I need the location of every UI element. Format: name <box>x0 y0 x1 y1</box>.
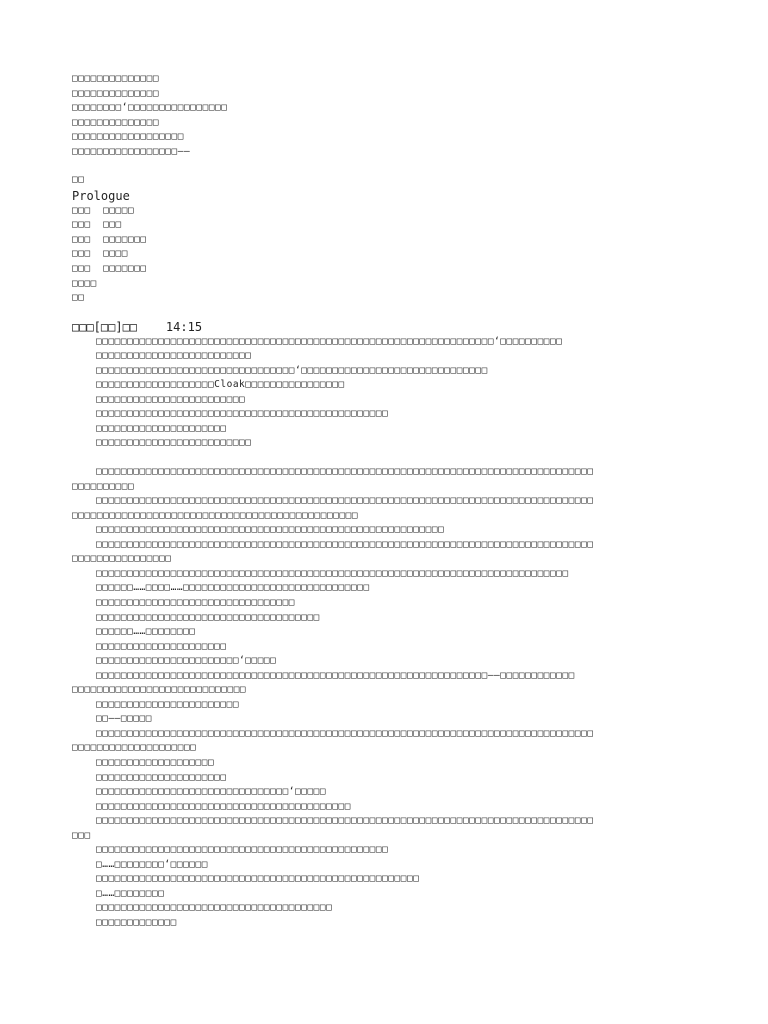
front-matter <box>72 72 696 159</box>
paragraph-line: □□□□□□□□□□□□□□□□□□□□□□□□□□□□□□□□□□□□□□□□□□□□□□□□□□□□□□□□□□□□□□□□□□□□□□□□□□□□□□□□ <box>96 495 594 507</box>
chapter-block <box>72 335 696 451</box>
text-line: □□□□□□……□□□□□□□□ <box>96 626 196 638</box>
text-line: □□□□□□□□□□□□□□□□□□□□□ <box>96 640 227 652</box>
chapter-block <box>72 523 696 538</box>
text-line: □□□□□□□□□□□□□□□□□□□□□ <box>96 771 227 783</box>
paragraph-line: □□□□□□□□□□ <box>72 480 135 492</box>
text-line: □□□□□□□□□□□□□□□□□□□□□□□□□ <box>96 350 252 362</box>
paragraph-line: □□□□□□□□□□□□□□□□□□□□□□□□□□□□□□□□□□□□□□□□□□□□□□□□□□□□□□□□□□□□□□□□□□□□□□□□□□□□□□□□ <box>96 727 594 739</box>
text-line: □□□□□□□□□□□□□□□□□□□□□□□□□□□□□□□□□□□□ <box>96 611 320 623</box>
text-line: □□□□□□□□□□□□□□□□□□□□□□□□□□□□□□□□□□□□□□□□□□□□□□□ <box>96 408 389 420</box>
text-line: □□□□□□□□□□□□□□□□□□□□□□□‘□□□□□ <box>96 655 277 667</box>
text-line: □□□□□□□□□□□□□□□□□□□Cloak□□□□□□□□□□□□□□□□ <box>96 379 345 391</box>
text-line: □□□□□□□□□□□□□ <box>96 916 177 928</box>
toc-entry: □□□ □□□□□□□ <box>72 233 147 245</box>
text-line: □……□□□□□□□□‘□□□□□□ <box>96 858 208 870</box>
paragraph <box>72 814 696 843</box>
text-line: □□□□□□□□□□□□□□□□□□□□□□□□□□□□□□□‘□□□□□ <box>96 786 327 798</box>
front-matter-line: □□□□□□□□□□□□□□ <box>72 116 160 128</box>
text-line: □……□□□□□□□□ <box>96 887 165 899</box>
text-line: □□□□□□□□□□□□□□□□□□□□□□□□□□□□□□□□□□□□□□□□□ <box>96 800 351 812</box>
paragraph-line: □□□□□□□□□□□□□□□□□□□□□□□□□□□□□□□□□□□□□□□□□□□□□□ <box>72 509 359 521</box>
paragraph-line: □□□□□□□□□□□□□□□□□□□□□□□□□□□□□□□□□□□□□□□□□□□□□□□□□□□□□□□□□□□□□□□□□□□□□□□□□□□□□□□□ <box>96 466 594 478</box>
toc-entry: □□□□ <box>72 277 97 289</box>
front-matter-line: □□□□□□□□□□□□□□□□□—— <box>72 145 191 157</box>
chapter-block <box>72 567 696 669</box>
text-line: □□□□□□□□□□□□□□□□□□□□□□□□□□□□□□□□□□□□□□□□□□□□□□□□□□□□□□□□ <box>96 524 445 536</box>
chapter-block <box>72 756 696 814</box>
text-line: □□□□□□□□□□□□□□□□□□□□□□□□□□□□□□□□□□□□□□□□□□□□□□□□□□□□□□□□□□□□□□□□□□□□□□□□□□□□ <box>96 567 569 579</box>
front-matter-line: □□□□□□□□□□□□□□□□□□ <box>72 131 184 143</box>
chapter-heading: □□□[□□]□□ 14:15 <box>72 319 203 334</box>
front-matter-line: □□□□□□□□□□□□□□ <box>72 87 160 99</box>
paragraph-line: □□□□□□□□□□□□□□□□□□□□ <box>72 742 197 754</box>
text-line: □□□□□□□□□□□□□□□□□□□□□□□□□□□□□□□□□□□□□□ <box>96 902 333 914</box>
text-line: □□□□□□□□□□□□□□□□□□□□□ <box>96 422 227 434</box>
document-page <box>72 72 696 931</box>
paragraph-line: □□□ <box>72 829 91 841</box>
text-line: □□□□□□□□□□□□□□□□□□□ <box>96 756 215 768</box>
text-line: □□□□□□□□□□□□□□□□□□□□□□□□□□□□□□□□□□□□□□□□□□□□□□□□□□□□ <box>96 873 420 885</box>
paragraph-line: □□□□□□□□□□□□□□□□ <box>72 553 172 565</box>
toc-entry: □□ <box>72 292 85 304</box>
text-line: □□□□□□□□□□□□□□□□□□□□□□□ <box>96 698 240 710</box>
toc-label: □□ <box>72 174 85 186</box>
paragraph <box>72 727 696 756</box>
text-line: □□□□□□□□□□□□□□□□□□□□□□□□□ <box>96 437 252 449</box>
text-line: □□□□□□□□□□□□□□□□□□□□□□□□□□□□□□□□‘□□□□□□□□□□□□□□□□□□□□□□□□□□□□□□ <box>96 364 488 376</box>
paragraph-line: □□□□□□□□□□□□□□□□□□□□□□□□□□□□□□□□□□□□□□□□□□□□□□□□□□□□□□□□□□□□□□□——□□□□□□□□□□□□ <box>96 669 575 681</box>
text-line: □□——□□□□□ <box>96 713 152 725</box>
toc-prologue: Prologue <box>72 188 130 203</box>
text-line: □□□□□□□□□□□□□□□□□□□□□□□□□□□□□□□□□□□□□□□□□□□□□□□ <box>96 844 389 856</box>
text-line: □□□□□□□□□□□□□□□□□□□□□□□□□□□□□□□□□□□□□□□□□□□□□□□□□□□□□□□□□□□□□□□□‘□□□□□□□□□□ <box>96 335 563 347</box>
paragraph <box>72 494 696 523</box>
text-line: □□□□□□□□□□□□□□□□□□□□□□□□ <box>96 393 246 405</box>
paragraph-line: □□□□□□□□□□□□□□□□□□□□□□□□□□□□□□□□□□□□□□□□□□□□□□□□□□□□□□□□□□□□□□□□□□□□□□□□□□□□□□□□ <box>96 538 594 550</box>
table-of-contents <box>72 173 696 305</box>
toc-entry: □□□ □□□□□□□ <box>72 263 147 275</box>
toc-entry: □□□ □□□ <box>72 219 122 231</box>
paragraph <box>72 669 696 698</box>
toc-entry: □□□ □□□□ <box>72 248 128 260</box>
chapter <box>72 320 696 931</box>
paragraph-line: □□□□□□□□□□□□□□□□□□□□□□□□□□□□ <box>72 684 247 696</box>
paragraph-line: □□□□□□□□□□□□□□□□□□□□□□□□□□□□□□□□□□□□□□□□□□□□□□□□□□□□□□□□□□□□□□□□□□□□□□□□□□□□□□□□ <box>96 815 594 827</box>
chapter-block <box>72 843 696 930</box>
text-line: □□□□□□□□□□□□□□□□□□□□□□□□□□□□□□□□ <box>96 596 296 608</box>
chapter-block <box>72 698 696 727</box>
paragraph <box>72 538 696 567</box>
front-matter-line: □□□□□□□□‘□□□□□□□□□□□□□□□□ <box>72 102 228 114</box>
toc-entry: □□□ □□□□□ <box>72 204 135 216</box>
front-matter-line: □□□□□□□□□□□□□□ <box>72 73 160 84</box>
paragraph <box>72 465 696 494</box>
text-line: □□□□□□……□□□□……□□□□□□□□□□□□□□□□□□□□□□□□□□□□□□ <box>96 582 370 594</box>
